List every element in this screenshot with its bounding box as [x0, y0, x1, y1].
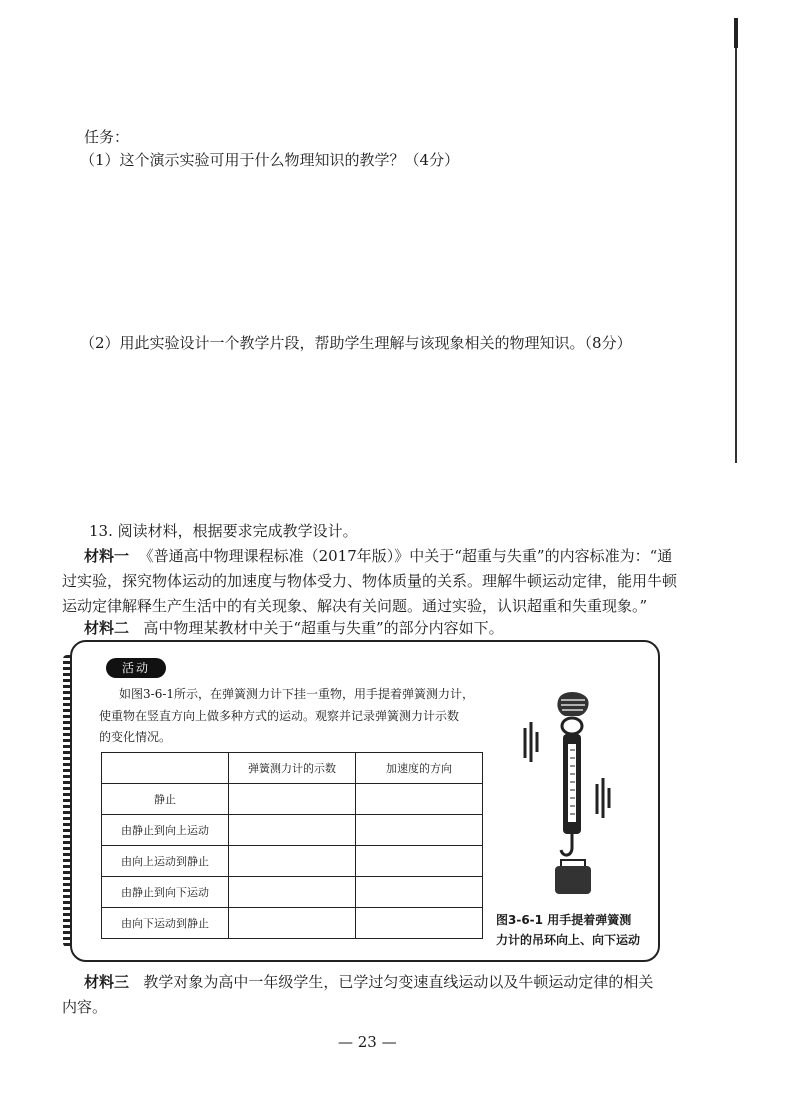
material-3-label: 材料三 — [84, 973, 130, 991]
q13-heading: 13. 阅读材料，根据要求完成教学设计。 — [89, 522, 358, 540]
spring-scale-illustration — [515, 688, 615, 903]
table-header-row — [102, 753, 483, 784]
page-edge-line — [735, 18, 737, 463]
figure-caption-2: 力计的吊环向上、向下运动 — [496, 933, 641, 947]
question-2: （2）用此实验设计一个教学片段，帮助学生理解与该现象相关的物理知识。（8分） — [80, 334, 632, 352]
activity-text-3: 的变化情况。 — [99, 730, 172, 744]
motion-lines-left — [525, 722, 537, 762]
table-header-cell: 弹簧测力计的示数 — [229, 753, 356, 784]
page-edge-mark — [734, 18, 738, 48]
table-row-label: 由向上运动到静止 — [102, 846, 229, 877]
material-2-text: 高中物理某教材中关于“超重与失重”的部分内容如下。 — [143, 619, 504, 637]
table-cell — [229, 815, 356, 846]
activity-table — [101, 752, 483, 939]
activity-text-1: 如图3-6-1所示，在弹簧测力计下挂一重物，用手提着弹簧测力计， — [119, 687, 475, 701]
hook-icon — [561, 834, 572, 855]
activity-text-2: 使重物在竖直方向上做多种方式的运动。观察并记录弹簧测力计示数 — [99, 709, 460, 723]
table-header-cell — [102, 753, 229, 784]
table-row — [102, 815, 483, 846]
material-3-line-1 — [84, 973, 653, 991]
material-1-line-3: 运动定律解释生产生活中的有关现象、解决有关问题。通过实验，认识超重和失重现象。” — [62, 597, 648, 615]
table-cell — [356, 908, 483, 939]
table-row — [102, 846, 483, 877]
figure-caption-1: 图3-6-1 用手提着弹簧测 — [496, 913, 632, 927]
table-row — [102, 908, 483, 939]
table-row — [102, 784, 483, 815]
table-cell — [356, 877, 483, 908]
material-2-line — [84, 619, 504, 637]
material-3-line-2: 内容。 — [62, 998, 108, 1016]
table-row-label: 由静止到向下运动 — [102, 877, 229, 908]
task-heading: 任务： — [84, 128, 130, 146]
table-cell — [229, 908, 356, 939]
material-2-label: 材料二 — [84, 619, 130, 637]
page-number: — 23 — — [338, 1033, 397, 1051]
table-row-label: 由静止到向上运动 — [102, 815, 229, 846]
table-row-label: 由向下运动到静止 — [102, 908, 229, 939]
activity-badge: 活动 — [106, 658, 166, 678]
table-cell — [229, 784, 356, 815]
material-1-label: 材料一 — [84, 547, 130, 565]
table-cell — [229, 846, 356, 877]
table-cell — [356, 815, 483, 846]
material-3-text: 教学对象为高中一年级学生，已学过匀变速直线运动以及牛顿运动定律的相关 — [143, 973, 654, 991]
table-header-cell: 加速度的方向 — [356, 753, 483, 784]
material-1-first-line — [84, 547, 672, 565]
table-cell — [229, 877, 356, 908]
table-row — [102, 877, 483, 908]
hand-icon — [557, 692, 588, 716]
material-1-line-2: 过实验，探究物体运动的加速度与物体受力、物体质量的关系。理解牛顿运动定律，能用牛顿 — [62, 572, 678, 590]
table-cell — [356, 846, 483, 877]
motion-lines-right — [597, 778, 609, 818]
table-row-label: 静止 — [102, 784, 229, 815]
ring-icon — [562, 718, 582, 734]
question-1: （1）这个演示实验可用于什么物理知识的教学？（4分） — [80, 151, 460, 169]
weight-block — [555, 866, 591, 894]
table-cell — [356, 784, 483, 815]
material-1-text: 《普通高中物理课程标准（2017年版）》中关于“超重与失重”的内容标准为：“通 — [138, 547, 673, 565]
